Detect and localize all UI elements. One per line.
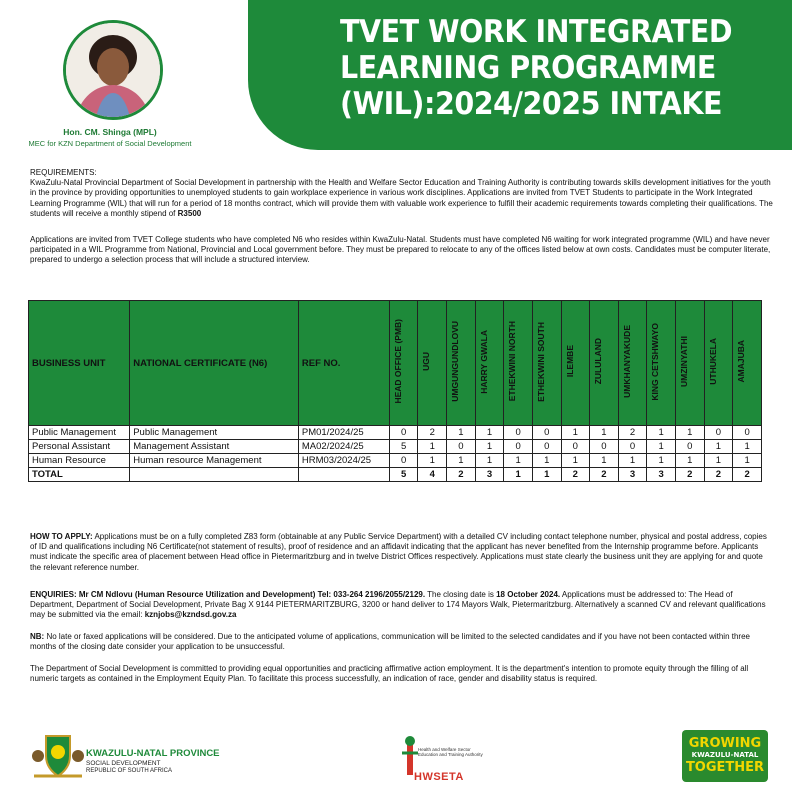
stipend-amount: R3500 [177,208,202,218]
header-office: UMZINYATHI [675,301,704,426]
closing-date: 18 October 2024. [496,590,561,599]
province-name: KWAZULU-NATAL PROVINCE [86,748,220,759]
total-cell: 3 [618,468,647,482]
count-cell: 0 [532,426,561,440]
count-cell: 0 [675,440,704,454]
email-address: kznjobs@kzndsd.gov.za [144,610,237,620]
count-cell: 5 [389,440,418,454]
eligibility-text: Applications are invited from TVET College students who have completed N6 who resides within KwaZulu-Natal. Students must have completed N6 waiting for work integrated programme (WIL) and have never participated in a WIL Programme from National, Provincial and Local government before. They must be prepared to relocate to any of the offices listed below at own costs. Candidates must be computer literate, prepared to undergo a selection process that will include a structured interview. [30,235,771,265]
count-cell: 1 [733,454,762,468]
how-to-apply-text: Applications must be on a fully completed Z83 form (obtainable at any Public Service Department) with a detailed CV including contact telephone number, physical and postal address, copies of ID and qualifications including N6 Certificate(not statement of results), proof of residence and an affidavit indicating that the applicant has never benefited from the Internship programme before. Applicants must indicate the specific area of placement between Head office in Pietermaritzburg and in twelve District Offices respectively. Applications must state clearly the business unit they are applying for and quote the relevant reference number. [30,532,767,572]
total-cell: 2 [561,468,590,482]
header-office: HARRY GWALA [475,301,504,426]
certificate-cell: Management Assistant [130,440,299,454]
ref-cell: PM01/2024/25 [298,426,389,440]
count-cell: 0 [532,440,561,454]
together-text: TOGETHER [685,760,765,775]
how-to-apply-heading: HOW TO APPLY: [30,532,93,541]
how-to-apply-section [30,532,775,573]
business-unit-cell: Public Management [29,426,130,440]
total-cell: 5 [389,468,418,482]
business-unit-cell: Personal Assistant [29,440,130,454]
mec-portrait [63,20,163,120]
header-national-certificate: NATIONAL CERTIFICATE (N6) [130,301,299,426]
count-cell: 0 [704,426,733,440]
total-empty-cell [130,468,299,482]
requirements-text: KwaZulu-Natal Provincial Department of Social Development in partnership with the Health and Welfare Sector Education and Training Authority is contributing towards skills development initiatives for the youth in the province by providing opportunities to unemployed students to gain workplace experience in various work disciplines. Applications are invited from TVET Students to participate in the Work Integrated Learning Programme (WIL) that will run for a period of 18 months contract, which will provide them with valuable work experience to fulfill their academic requirements towards completing their qualifications. The students will receive a monthly stipend of [30,178,773,218]
growing-kzn-together-badge [682,730,768,782]
count-cell: 0 [590,440,619,454]
total-cell: 4 [418,468,447,482]
total-cell: 3 [647,468,676,482]
total-label: TOTAL [29,468,130,482]
total-cell: 3 [475,468,504,482]
count-cell: 0 [389,426,418,440]
header-office: HEAD OFFICE (PMB) [389,301,418,426]
title-line-1: TVET WORK INTEGRATED [340,14,733,50]
total-cell: 2 [704,468,733,482]
count-cell: 0 [733,426,762,440]
certificate-cell: Human resource Management [130,454,299,468]
count-cell: 1 [561,454,590,468]
count-cell: 1 [447,426,476,440]
count-cell: 1 [475,454,504,468]
hwseta-label: HWSETA [414,771,464,783]
header-business-unit: BUSINESS UNIT [29,301,130,426]
title-line-2: LEARNING PROGRAMME [340,50,716,86]
total-empty-cell [298,468,389,482]
hwseta-full-name: Health and Welfare Sector Education and Training Authority [418,747,483,757]
kzn-coat-of-arms-icon [28,730,88,782]
header-office: ZULULAND [590,301,619,426]
table-total-row [29,468,762,482]
nb-section [30,632,775,652]
count-cell: 1 [647,454,676,468]
requirements-section [30,168,775,219]
enquiries-section [30,590,775,621]
count-cell: 1 [475,440,504,454]
department-name: SOCIAL DEVELOPMENT [86,760,161,767]
requirements-heading: REQUIREMENTS: [30,168,97,177]
equity-text: The Department of Social Development is committed to providing equal opportunities and practicing affirmative action employment. It is the department's intention to promote equity through the filling of all numeric targets as contained in the Employment Equity Plan. To facilitate this process successfully, an indication of race, gender and disability status is required. [30,664,749,684]
total-cell: 2 [733,468,762,482]
table-row [29,440,762,454]
business-unit-table [28,300,762,482]
total-cell: 1 [504,468,533,482]
count-cell: 1 [675,454,704,468]
count-cell: 1 [733,440,762,454]
title-line-3: (WIL):2024/2025 INTAKE [340,86,723,122]
count-cell: 0 [618,440,647,454]
header-ref-no: REF NO. [298,301,389,426]
ref-cell: HRM03/2024/25 [298,454,389,468]
business-unit-cell: Human Resource [29,454,130,468]
header-office: AMAJUBA [733,301,762,426]
count-cell: 0 [504,426,533,440]
closing-pre: The closing date is [427,590,494,599]
count-cell: 2 [618,426,647,440]
count-cell: 1 [647,426,676,440]
count-cell: 1 [532,454,561,468]
count-cell: 1 [675,426,704,440]
header-office: UMKHANYAKUDE [618,301,647,426]
count-cell: 1 [590,454,619,468]
total-cell: 1 [532,468,561,482]
count-cell: 0 [447,440,476,454]
table-row [29,426,762,440]
count-cell: 1 [647,440,676,454]
nb-heading: NB: [30,632,45,641]
header-office: UMGUNGUNDLOVU [447,301,476,426]
count-cell: 0 [389,454,418,468]
table-header-row [29,301,762,426]
header-office: UTHUKELA [704,301,733,426]
growing-text: GROWING [688,736,762,751]
nb-text: No late or faxed applications will be considered. Due to the anticipated volume of applications, communication will be limited to the selected candidates and if you have not been contacted within three months of the closing date consider your application to be unsuccessful. [30,632,750,652]
count-cell: 1 [504,454,533,468]
enquiries-heading: ENQUIRIES: Mr CM Ndlovu (Human Resource Utilization and Development) Tel: 033-264 2196/2055/2129. [30,590,426,599]
header-office: ETHEKWINI NORTH [504,301,533,426]
count-cell: 0 [504,440,533,454]
count-cell: 1 [418,440,447,454]
total-cell: 2 [590,468,619,482]
ref-cell: MA02/2024/25 [298,440,389,454]
count-cell: 0 [561,440,590,454]
count-cell: 1 [475,426,504,440]
enquiries-text: Applications must be addressed to: The Head of Department, Department of Social Development, Private Bag X 9144 PIETERMARITZBURG, 3200 or hand deliver to 174 Mayors Walk, Pietermaritzburg. Alternatively a scanned CV and relevant qualifications may be submitted via the email: [30,590,766,620]
header-office: KING CETSHWAYO [647,301,676,426]
mec-name: Hon. CM. Shinga (MPL) [63,127,157,137]
country-name: REPUBLIC OF SOUTH AFRICA [86,768,173,774]
header-office: UGU [418,301,447,426]
count-cell: 1 [447,454,476,468]
mec-role: MEC for KZN Department of Social Development [28,139,192,148]
count-cell: 1 [704,440,733,454]
count-cell: 1 [418,454,447,468]
total-cell: 2 [675,468,704,482]
page-title [340,14,745,122]
table-row [29,454,762,468]
certificate-cell: Public Management [130,426,299,440]
kzn-text: KWAZULU-NATAL [691,751,759,759]
count-cell: 1 [561,426,590,440]
header-office: ILEMBE [561,301,590,426]
count-cell: 1 [618,454,647,468]
count-cell: 2 [418,426,447,440]
count-cell: 1 [590,426,619,440]
total-cell: 2 [447,468,476,482]
count-cell: 1 [704,454,733,468]
header-office: ETHEKWINI SOUTH [532,301,561,426]
